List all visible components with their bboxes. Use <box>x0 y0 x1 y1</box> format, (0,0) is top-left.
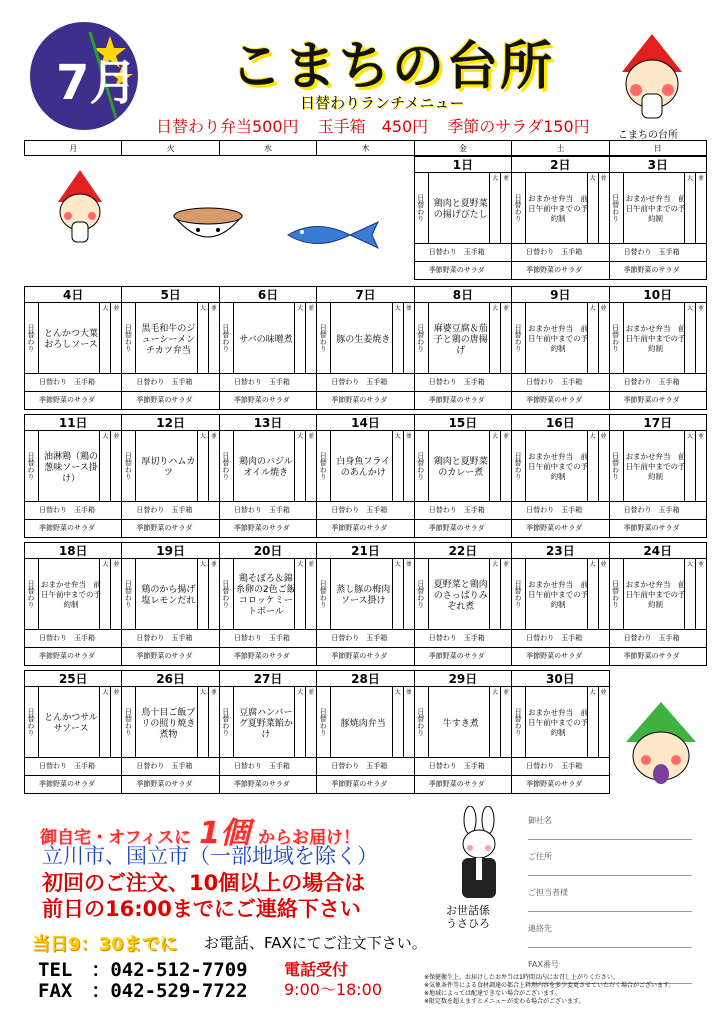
calendar-day-cell <box>24 542 122 666</box>
size-regular: 並 <box>208 559 219 629</box>
size-large: 大 <box>197 431 208 501</box>
day-date: 5日 <box>122 287 218 303</box>
first-order-line-2: 前日の16:00までにご連絡下さい <box>42 897 361 921</box>
form-field[interactable]: 御社名 <box>528 810 692 840</box>
day-date: 10日 <box>610 287 706 303</box>
menu-item: おまかせ弁当 前日午前中までの予約制 <box>528 324 589 353</box>
price-list <box>156 114 604 137</box>
salad-row: 季節野菜のサラダ <box>122 391 218 409</box>
side-label: 日替わり <box>610 431 624 501</box>
day-date: 17日 <box>610 415 706 431</box>
size-large: 大 <box>99 687 110 757</box>
side-label: 日替わり <box>122 559 136 629</box>
day-date: 24日 <box>610 543 706 559</box>
salad-row: 季節野菜のサラダ <box>220 775 316 793</box>
delivery-qty: 1個 <box>199 816 251 851</box>
menu-item: 鶏のから揚げ塩レモンだれ <box>141 585 196 606</box>
size-regular: 並 <box>598 431 609 501</box>
delivery-post: からお届け！ <box>258 828 361 848</box>
menu-item: 鳥十目ご飯ブリの照り焼き煮物 <box>141 707 196 740</box>
fish-icon <box>286 218 382 252</box>
menu-item: 厚切りハムカツ <box>141 457 196 478</box>
tamatebako-row: 日替わり 玉手箱 <box>122 757 218 775</box>
day-date: 26日 <box>122 671 218 687</box>
size-regular: 並 <box>500 303 511 373</box>
size-regular: 並 <box>208 303 219 373</box>
menu-item: 白身魚フライのあんかけ <box>336 457 391 478</box>
menu-item: おまかせ弁当 前日午前中までの予約制 <box>625 194 686 223</box>
menu-item: おまかせ弁当 前日午前中までの予約制 <box>528 194 589 223</box>
day-date: 27日 <box>220 671 316 687</box>
size-large: 大 <box>587 559 598 629</box>
side-label: 日替わり <box>610 303 624 373</box>
tamatebako-row: 日替わり 玉手箱 <box>512 373 608 391</box>
size-regular: 並 <box>500 687 511 757</box>
tamatebako-row: 日替わり 玉手箱 <box>512 501 608 519</box>
store-title: こまちの台所 <box>230 37 555 97</box>
size-large: 大 <box>392 559 403 629</box>
note-line: ※保健衛生上、お届けしたお弁当は1時間以内にお召し上がりください。 <box>424 974 619 981</box>
size-regular: 並 <box>305 303 316 373</box>
calendar-day-cell <box>609 156 707 280</box>
menu-item: おまかせ弁当 前日午前中までの予約制 <box>625 324 686 353</box>
ramen-bowl-icon <box>170 198 246 254</box>
menu-item: 夏野菜と鶏肉のさっぱりみぞれ煮 <box>433 579 488 612</box>
size-large: 大 <box>392 303 403 373</box>
menu-item: 豚焼肉弁当 <box>340 718 386 729</box>
day-date: 20日 <box>220 543 316 559</box>
size-regular: 並 <box>208 687 219 757</box>
size-regular: 並 <box>403 303 414 373</box>
size-regular: 並 <box>695 303 706 373</box>
salad-row: 季節野菜のサラダ <box>512 391 608 409</box>
salad-row: 季節野菜のサラダ <box>122 775 218 793</box>
size-large: 大 <box>684 303 695 373</box>
side-label: 日替わり <box>512 173 526 243</box>
size-regular: 並 <box>110 431 121 501</box>
menu-item: おまかせ弁当 前日午前中までの予約制 <box>528 580 589 609</box>
size-regular: 並 <box>598 687 609 757</box>
calendar-day-cell <box>414 542 512 666</box>
tamatebako-row: 日替わり 玉手箱 <box>317 373 413 391</box>
size-large: 大 <box>489 173 500 243</box>
salad-row: 季節野菜のサラダ <box>25 775 121 793</box>
tamatebako-row: 日替わり 玉手箱 <box>220 629 316 647</box>
calendar-day-cell <box>609 414 707 538</box>
note-line: ※限定数を超えますとメニューが変わる場合がございます。 <box>424 998 585 1005</box>
form-field[interactable]: ご担当者様 <box>528 882 692 912</box>
size-large: 大 <box>197 303 208 373</box>
tamatebako-row: 日替わり 玉手箱 <box>122 629 218 647</box>
size-large: 大 <box>489 431 500 501</box>
day-date: 25日 <box>25 671 121 687</box>
calendar-day-cell <box>316 286 414 410</box>
size-regular: 並 <box>598 559 609 629</box>
reception-label: 電話受付 <box>284 960 349 979</box>
size-regular: 並 <box>110 559 121 629</box>
calendar-day-cell <box>24 670 122 794</box>
size-large: 大 <box>587 687 598 757</box>
month-badge <box>30 22 138 130</box>
size-large: 大 <box>684 431 695 501</box>
size-regular: 並 <box>110 687 121 757</box>
size-regular: 並 <box>598 173 609 243</box>
tamatebako-row: 日替わり 玉手箱 <box>25 501 121 519</box>
salad-row: 季節野菜のサラダ <box>415 647 511 665</box>
menu-item: 麻婆豆腐＆茄子と鶏の唐揚げ <box>433 323 488 356</box>
salad-row: 季節野菜のサラダ <box>317 391 413 409</box>
calendar-day-cell <box>219 286 317 410</box>
calendar-day-cell <box>316 414 414 538</box>
menu-item: おまかせ弁当 前日午前中までの予約制 <box>528 452 589 481</box>
side-label: 日替わり <box>122 687 136 757</box>
side-label: 日替わり <box>512 559 526 629</box>
day-date: 2日 <box>512 157 608 173</box>
side-label: 日替わり <box>317 559 331 629</box>
size-large: 大 <box>489 303 500 373</box>
day-date: 11日 <box>25 415 121 431</box>
fax-number: FAX ：042-529-7722 <box>38 980 248 1002</box>
side-label: 日替わり <box>317 431 331 501</box>
tamatebako-row: 日替わり 玉手箱 <box>610 501 706 519</box>
form-field[interactable]: ご住所 <box>528 846 692 876</box>
side-label: 日替わり <box>317 687 331 757</box>
day-date: 30日 <box>512 671 608 687</box>
calendar-day-cell <box>511 670 609 794</box>
size-regular: 並 <box>208 431 219 501</box>
tamatebako-row: 日替わり 玉手箱 <box>317 629 413 647</box>
menu-item: 鶏そぼろ＆錦糸卵の2色ご飯コロッケミートボール <box>235 574 296 617</box>
staff-label <box>446 904 490 930</box>
side-label: 日替わり <box>220 431 234 501</box>
calendar-day-cell <box>316 670 414 794</box>
size-large: 大 <box>294 303 305 373</box>
size-large: 大 <box>587 431 598 501</box>
size-regular: 並 <box>695 559 706 629</box>
menu-item: サバの味噌煮 <box>239 334 293 345</box>
day-date: 13日 <box>220 415 316 431</box>
first-order-line-1: 初回のご注文、10個以上の場合は <box>42 871 366 895</box>
komachi-mascot-icon <box>612 32 692 122</box>
day-date: 7日 <box>317 287 413 303</box>
size-large: 大 <box>684 173 695 243</box>
calendar-day-cell <box>511 286 609 410</box>
size-large: 大 <box>684 559 695 629</box>
side-label: 日替わり <box>512 303 526 373</box>
calendar-day-cell <box>24 414 122 538</box>
day-date: 8日 <box>415 287 511 303</box>
day-header: 土 <box>511 140 609 156</box>
tamatebako-row: 日替わり 玉手箱 <box>415 243 511 261</box>
menu-item: 鶏肉と夏野菜の揚げびたし <box>433 199 488 220</box>
day-date: 28日 <box>317 671 413 687</box>
size-regular: 並 <box>403 431 414 501</box>
day-date: 23日 <box>512 543 608 559</box>
order-form <box>528 800 692 986</box>
salad-row: 季節野菜のサラダ <box>220 391 316 409</box>
side-label: 日替わり <box>415 303 429 373</box>
mascot-label: こまちの台所 <box>618 130 678 141</box>
salad-row: 季節野菜のサラダ <box>610 391 706 409</box>
day-date: 21日 <box>317 543 413 559</box>
komachi-mascot-small-icon <box>50 168 110 258</box>
calendar-day-cell <box>24 286 122 410</box>
reception-hours: 9:00～18:00 <box>284 980 383 999</box>
day-header: 金 <box>414 140 512 156</box>
komachi-mascot-corner-icon <box>620 700 702 790</box>
notes <box>424 974 714 1006</box>
salad-row: 季節野菜のサラダ <box>220 519 316 537</box>
side-label: 日替わり <box>317 303 331 373</box>
tamatebako-row: 日替わり 玉手箱 <box>610 373 706 391</box>
side-label: 日替わり <box>220 303 234 373</box>
tamatebako-row: 日替わり 玉手箱 <box>25 757 121 775</box>
tamatebako-row: 日替わり 玉手箱 <box>512 629 608 647</box>
calendar-day-cell <box>511 156 609 280</box>
side-label: 日替わり <box>220 687 234 757</box>
tamatebako-row: 日替わり 玉手箱 <box>415 501 511 519</box>
side-label: 日替わり <box>220 559 234 629</box>
staff-name: うさひろ <box>446 917 490 930</box>
side-label: 日替わり <box>122 303 136 373</box>
salad-row: 季節野菜のサラダ <box>122 519 218 537</box>
month-label: 7月 <box>56 55 138 111</box>
order-deadline: 当日9：30までに <box>32 934 178 955</box>
size-large: 大 <box>587 303 598 373</box>
salad-row: 季節野菜のサラダ <box>25 391 121 409</box>
side-label: 日替わり <box>25 559 39 629</box>
salad-row: 季節野菜のサラダ <box>220 647 316 665</box>
size-regular: 並 <box>305 687 316 757</box>
side-label: 日替わり <box>610 173 624 243</box>
side-label: 日替わり <box>610 559 624 629</box>
calendar-day-cell <box>219 542 317 666</box>
salad-row: 季節野菜のサラダ <box>317 519 413 537</box>
day-header: 木 <box>316 140 414 156</box>
size-regular: 並 <box>598 303 609 373</box>
price-bento: 日替わり弁当500円 <box>156 117 299 136</box>
side-label: 日替わり <box>415 431 429 501</box>
tamatebako-row: 日替わり 玉手箱 <box>122 501 218 519</box>
calendar-day-cell <box>414 670 512 794</box>
calendar-day-cell <box>609 542 707 666</box>
size-regular: 並 <box>695 431 706 501</box>
calendar-day-cell <box>511 414 609 538</box>
note-line: ※地域によっては配達できない場合がございます。 <box>424 990 561 997</box>
size-large: 大 <box>197 687 208 757</box>
tamatebako-row: 日替わり 玉手箱 <box>317 757 413 775</box>
day-header: 水 <box>219 140 317 156</box>
menu-item: 牛すき煮 <box>442 718 479 729</box>
day-date: 15日 <box>415 415 511 431</box>
calendar-day-cell <box>609 286 707 410</box>
menu-item: おまかせ弁当 前日午前中までの予約制 <box>625 452 686 481</box>
tamatebako-row: 日替わり 玉手箱 <box>610 243 706 261</box>
size-large: 大 <box>489 559 500 629</box>
size-large: 大 <box>99 559 110 629</box>
menu-item: おまかせ弁当 前日午前中までの予約制 <box>528 708 589 737</box>
menu-subtitle: 日替わりランチメニュー <box>300 94 465 112</box>
tamatebako-row: 日替わり 玉手箱 <box>415 629 511 647</box>
menu-item: とんかつサルサソース <box>44 713 98 734</box>
size-large: 大 <box>294 559 305 629</box>
size-large: 大 <box>392 687 403 757</box>
tamatebako-row: 日替わり 玉手箱 <box>25 373 121 391</box>
size-regular: 並 <box>403 687 414 757</box>
salad-row: 季節野菜のサラダ <box>512 261 608 279</box>
order-method: お電話、FAXにてご注文下さい。 <box>204 934 427 952</box>
size-regular: 並 <box>110 303 121 373</box>
day-date: 14日 <box>317 415 413 431</box>
salad-row: 季節野菜のサラダ <box>25 519 121 537</box>
size-regular: 並 <box>500 559 511 629</box>
size-large: 大 <box>489 687 500 757</box>
size-large: 大 <box>392 431 403 501</box>
tamatebako-row: 日替わり 玉手箱 <box>415 373 511 391</box>
note-line: ※気象条件等による食材調達の都合上料理内容を多少変更させていただく場合がございます。 <box>424 982 675 989</box>
staff-role: お世話係 <box>446 904 490 917</box>
size-regular: 並 <box>500 173 511 243</box>
size-large: 大 <box>99 431 110 501</box>
calendar-day-cell <box>121 414 219 538</box>
price-tamatebako: 玉手箱 450円 <box>317 117 429 136</box>
day-header: 日 <box>609 140 707 156</box>
price-salad: 季節のサラダ150円 <box>447 117 590 136</box>
salad-row: 季節野菜のサラダ <box>317 647 413 665</box>
menu-item: 鶏肉と夏野菜のカレー煮 <box>433 457 488 478</box>
size-regular: 並 <box>695 173 706 243</box>
day-date: 18日 <box>25 543 121 559</box>
calendar-day-cell <box>121 670 219 794</box>
calendar-day-cell <box>219 670 317 794</box>
size-regular: 並 <box>403 559 414 629</box>
calendar-day-cell <box>219 414 317 538</box>
menu-item: 油淋鶏（鶏の葱味ソース掛け） <box>43 451 98 484</box>
side-label: 日替わり <box>25 687 39 757</box>
salad-row: 季節野菜のサラダ <box>415 519 511 537</box>
day-date: 16日 <box>512 415 608 431</box>
salad-row: 季節野菜のサラダ <box>415 391 511 409</box>
tamatebako-row: 日替わり 玉手箱 <box>25 629 121 647</box>
phone-number[interactable]: TEL ：042-512-7709 <box>38 959 248 981</box>
calendar-day-cell <box>414 286 512 410</box>
size-large: 大 <box>294 431 305 501</box>
menu-item: 豚の生姜焼き <box>336 334 391 345</box>
delivery-area: 立川市、国立市（一部地域を除く） <box>42 844 378 868</box>
tamatebako-row: 日替わり 玉手箱 <box>122 373 218 391</box>
day-date: 12日 <box>122 415 218 431</box>
calendar-day-cell <box>414 414 512 538</box>
calendar-day-cell <box>316 542 414 666</box>
calendar-day-cell <box>414 156 512 280</box>
side-label: 日替わり <box>122 431 136 501</box>
tamatebako-row: 日替わり 玉手箱 <box>220 501 316 519</box>
size-regular: 並 <box>305 431 316 501</box>
day-header: 月 <box>24 140 122 156</box>
menu-item: 蒸し豚の梅肉ソース掛け <box>336 585 391 606</box>
first-order-notice <box>42 870 365 922</box>
side-label: 日替わり <box>25 431 39 501</box>
size-regular: 並 <box>500 431 511 501</box>
day-date: 1日 <box>415 157 511 173</box>
size-large: 大 <box>197 559 208 629</box>
rabbit-mascot-icon <box>452 806 506 902</box>
size-regular: 並 <box>305 559 316 629</box>
side-label: 日替わり <box>415 173 429 243</box>
side-label: 日替わり <box>415 687 429 757</box>
tamatebako-row: 日替わり 玉手箱 <box>317 501 413 519</box>
day-date: 19日 <box>122 543 218 559</box>
size-large: 大 <box>587 173 598 243</box>
tamatebako-row: 日替わり 玉手箱 <box>512 757 608 775</box>
day-date: 29日 <box>415 671 511 687</box>
day-date: 3日 <box>610 157 706 173</box>
salad-row: 季節野菜のサラダ <box>317 775 413 793</box>
day-date: 22日 <box>415 543 511 559</box>
salad-row: 季節野菜のサラダ <box>512 775 608 793</box>
form-field[interactable]: 連絡先 <box>528 918 692 948</box>
tamatebako-row: 日替わり 玉手箱 <box>415 757 511 775</box>
salad-row: 季節野菜のサラダ <box>415 775 511 793</box>
calendar-day-cell <box>121 542 219 666</box>
size-large: 大 <box>99 303 110 373</box>
salad-row: 季節野菜のサラダ <box>610 261 706 279</box>
day-date: 4日 <box>25 287 121 303</box>
day-header: 火 <box>121 140 219 156</box>
salad-row: 季節野菜のサラダ <box>25 647 121 665</box>
delivery-pre: 御自宅・オフィスに <box>40 828 192 848</box>
side-label: 日替わり <box>415 559 429 629</box>
salad-row: 季節野菜のサラダ <box>122 647 218 665</box>
menu-item: 豆腐ハンバーグ夏野菜餡かけ <box>238 707 293 740</box>
day-date: 6日 <box>220 287 316 303</box>
menu-item: おまかせ弁当 前日午前中までの予約制 <box>41 580 101 609</box>
tamatebako-row: 日替わり 玉手箱 <box>512 243 608 261</box>
calendar-day-cell <box>121 286 219 410</box>
side-label: 日替わり <box>512 687 526 757</box>
tamatebako-row: 日替わり 玉手箱 <box>220 757 316 775</box>
salad-row: 季節野菜のサラダ <box>415 261 511 279</box>
side-label: 日替わり <box>512 431 526 501</box>
menu-item: おまかせ弁当 前日午前中までの予約制 <box>625 580 686 609</box>
salad-row: 季節野菜のサラダ <box>610 519 706 537</box>
size-large: 大 <box>294 687 305 757</box>
form-field[interactable]: FAX番号 <box>528 954 692 984</box>
side-label: 日替わり <box>25 303 39 373</box>
day-date: 9日 <box>512 287 608 303</box>
menu-item: とんかつ大葉おろしソース <box>43 329 98 350</box>
tamatebako-row: 日替わり 玉手箱 <box>610 629 706 647</box>
salad-row: 季節野菜のサラダ <box>610 647 706 665</box>
tamatebako-row: 日替わり 玉手箱 <box>220 373 316 391</box>
salad-row: 季節野菜のサラダ <box>512 647 608 665</box>
menu-item: 黒毛和牛のジューシーメンチカツ弁当 <box>141 323 196 356</box>
menu-item: 鶏肉のバジルオイル焼き <box>238 457 293 478</box>
salad-row: 季節野菜のサラダ <box>512 519 608 537</box>
calendar-day-cell <box>511 542 609 666</box>
